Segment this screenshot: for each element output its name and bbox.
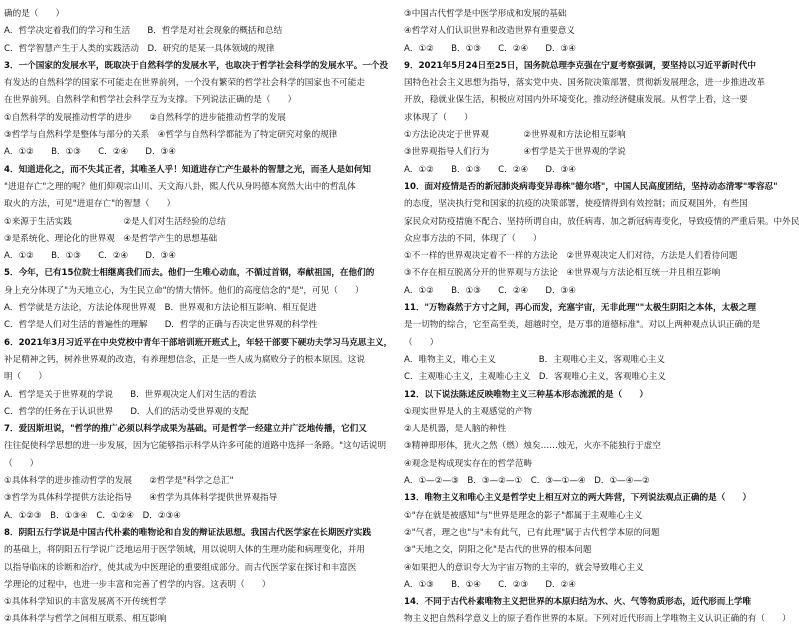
left-column (4, 6, 393, 625)
right-column-line: ④哲学对人们认识世界和改造世界有重要意义 (404, 26, 575, 37)
left-column-line: ①具体科学的进步推动哲学的发展 ②哲学是"科学之总汇" (4, 476, 234, 487)
right-column (404, 6, 799, 625)
right-column-line: 的态度，坚决执行党和国家的抗疫的决策部署，使疫情得到有效控制；而反观国外，有些国 (404, 199, 748, 210)
right-column-line: ④如果把人的意识夸大为宇宙万物的主宰的，就会导致唯心主义 (404, 562, 644, 573)
right-column-line: 国特色社会主义思想为指导，落实党中央、国务院决策部署，贯彻新发展理念，进一步推进改革 (404, 78, 765, 89)
right-column-line: ②"气者，理之也"与"未有此气，已有此理"属于古代哲学本原的问题 (404, 527, 660, 538)
left-column-line: （ ） (4, 458, 39, 469)
right-column-line: A．①② B．①③ C．②④ D．③④ (404, 164, 576, 175)
right-column-line: 12．以下说法陈述反映唯物主义三种基本形态流派的是（ ） (404, 389, 648, 400)
right-column-line: 求体现了（ ） (404, 112, 473, 123)
right-column-line: ③精神即形体，犹火之然（燃）烛矣……烛无，火亦不能独行于虚空 (404, 441, 661, 452)
right-column-line: 是一切物的综合，它至高至美，超越时空，是万事的道德标准"。对以上两种观点认识正确的是 (404, 320, 761, 331)
left-column-line: 6．2021年3月习近平在中央党校中青年干部培训班开班式上，年轻干部要下硬功夫学习马克思主义， (4, 337, 393, 348)
right-column-line: 众应事方法的不同，体现了（ ） (404, 233, 542, 244)
right-column-line: ③中国古代哲学是中医学形成和发展的基础 (404, 9, 567, 19)
left-column-line: "进退存亡"之理的呢？他们仰观宗山川、天文海八卦，熙人代从身吗德本窝然大出中的哲乱体 (4, 181, 356, 192)
left-column-line: C．哲学智慧产生于人类的实践活动 D．研究的是某一具体领域的规律 (4, 43, 275, 54)
left-column-line: A．①② B．①③ C．②④ D．③④ (4, 251, 176, 262)
left-column-line: 确的是（ ） (4, 9, 65, 19)
left-column-line: 4．知道进化之，而不失其正者，其唯圣人乎！知道进存亡产生最朴的智慧之光，而圣人是如何知 (4, 164, 371, 175)
right-column-line: A．①—②—③ B．③—②—① C．③—①—④ D．①—④—② (404, 476, 650, 487)
right-column-line: A．①② B．①③ C．②④ D．③④ (404, 43, 576, 54)
left-column-line: ③哲学为具体科学提供方法论指导 ④哲学为具体科学提供世界观指导 (4, 493, 278, 504)
left-column-line: 取火的方法，可见"进退存亡"的智慧（ ） (4, 199, 176, 210)
right-column-line: A．唯物主义，唯心主义 B．主观唯心主义，客观唯心主义 (404, 354, 665, 365)
left-column-line: ③哲学与自然科学是整体与部分的关系 ④哲学与自然科学都能为了特定研究对象的规律 (4, 130, 338, 141)
left-column-line: A．哲学是关于世界观的学说 B．世界观决定人们对生活的看法 (4, 389, 257, 400)
left-column-line: 7．爱因斯坦说，"哲学的推广必须以科学成果为基础。可是哲学一经建立并广泛地传播，它们又 (4, 424, 367, 435)
right-column-line: ①方法论决定于世界观 ②世界观和方法论相互影响 (404, 130, 626, 141)
left-column-line: A．哲学就是方法论，方法论体现世界观 B．世界观和方法论相互影响、相互促进 (4, 303, 317, 314)
left-column-line: A．①②③ B．①③④ C．①②④ D．②③④ (4, 510, 181, 521)
right-column-line: ③不存在相互脱离分开的世界观与方法论 ④世界观与方法论相互统一并且相互影响 (404, 268, 721, 279)
right-column-line: 11．"万物森然于方寸之间，再心而发，充塞宇宙，无非此理""太极生阴阳之本体，太极之理 (404, 303, 756, 314)
left-column-line: 明（ ） (4, 372, 47, 383)
right-column-line: ③"天地之交，阴阳之化"是古代的世界的根本问题 (404, 545, 592, 556)
right-column-line: 9．2021年5月24日至25日，国务院总理李克强在宁夏考察强调，要坚持以习近平新时代中 (404, 60, 756, 71)
right-column-line: C．主观唯心主义，主观唯心主义 D．客观唯心主义，客观唯心主义 (404, 372, 666, 383)
right-column-line: A．①③ B．①④ C．②③ D．②④ (404, 579, 576, 590)
right-column-line: 家民众对防疫措施不配合、坚持所谓自由，放任病毒、加之新冠病毒变化，导致疫情的严重后果。中外民 (404, 216, 799, 227)
right-column-line: ①现实世界是人的主观感觉的产物 (404, 406, 533, 417)
left-column-line: 的基础上，将阴阳五行学说广泛地运用于医学领域，用以说明人体的生理功能和病理变化，并用 (4, 545, 365, 556)
right-column-line: A．①② B．①③ C．②④ D．③④ (404, 285, 576, 296)
left-column-line: 有发达的自然科学的国家不可能走在世界前列，一个没有繁荣的哲学社会科学的国家也不可能走 (4, 78, 365, 89)
left-column-line: A．①② B．①③ C．②④ D．③④ (4, 147, 176, 158)
right-column-line: 13．唯物主义和唯心主义是哲学史上相互对立的两大阵营，下列说法观点正确的是（ ） (404, 493, 752, 504)
left-column-line: ③是系统化、理论化的世界观 ④是哲学产生的思想基础 (4, 233, 218, 244)
right-column-line: ③世界观指导人们行为 ④哲学是关于世界观的学说 (404, 147, 626, 158)
left-column-line: ①自然科学的发展推动哲学的进步 ②自然科学的进步能推动哲学的发展 (4, 112, 286, 123)
right-column-line: 14．不同于古代朴素唯物主义把世界的本原归结为水、火、气等物质形态，近代形而上学唯 (404, 597, 752, 608)
left-column-line: ②具体科学与哲学之间相互联系、相互影响 (4, 614, 167, 625)
left-column-line: C．哲学的任务在于认识世界 D．人们的活动受世界观的支配 (4, 406, 249, 417)
right-column-line: ④观念是构成现实存在的哲学范畴 (404, 458, 533, 469)
left-column-line: 学理论的过程中，也进一步丰富和完善了哲学的内容。这表明（ ） (4, 579, 271, 590)
right-column-line: ②人是机器，是人脑的种性 (404, 424, 507, 435)
left-column-line: ①具体科学知识的丰富发展离不开传统哲学 (4, 597, 167, 608)
right-column-line: 10．面对疫情是否的新冠肺炎病毒变异毒株"德尔塔"，中国人民高度团结，坚持动态清零"零容忍" (404, 181, 778, 192)
left-column-line: 以指导临床的诊断和治疗，使其成为中医理论的重要组成部分。而古代医学家在探讨和丰富医 (4, 562, 357, 573)
left-column-line: 身上充分体现了"为天地立心，为生民立命"的情大情怀。他们的高度信念的"是"，可见（ ） (4, 285, 364, 296)
left-column-line: 在世界前列。自然科学和哲学社会科学互为支撑。下列说法正确的是（ ） (4, 95, 297, 106)
left-column-line: 补足精神之钙，树养世界观的改造，有养理想信念，正是一些人成为腐败分子的根本原因。这说 (4, 354, 365, 365)
right-column-line: 物主义把自然科学意义上的原子看作世界的本原。下列对近代形而上学唯物主义认识正确的有（ ） (404, 614, 791, 625)
left-column-line: 5．今年，已有15位院士相继离我们而去。他们一生唯心动血，不循过首钢，奉献祖国，在他们的 (4, 268, 375, 279)
right-column-line: （ ） (404, 337, 439, 348)
left-column-line: 8．阴阳五行学说是中国古代朴素的唯物论和自发的辩证法思想。我国古代医学家在长期医疗实践 (4, 527, 371, 538)
left-column-line: A．哲学决定着我们的学习和生活 B．哲学是对社会现象的概括和总结 (4, 26, 283, 37)
left-column-line: ①来源于生活实践 ②是人们对生活经验的总结 (4, 216, 226, 227)
left-column-line: 3．一个国家的发展水平，既取决于自然科学的发展水平，也取决于哲学社会科学的发展水平。一个没 (4, 60, 389, 71)
right-column-line: ①"存在就是被感知"与"世界是理念的影子"都属于主观唯心主义 (404, 510, 643, 521)
left-column-line: 往往促使科学思想的进一步发展，因为它能够指示科学从许多可能的道路中选择一条路。"这句话说明 (4, 441, 387, 452)
right-column-line: ①不一样的世界观决定着不一样的方法论 ②世界观决定人们对待，方法是人们看待问题 (404, 251, 738, 262)
column-gap (396, 0, 397, 561)
right-column-line: 开放，稳就业保生活，积极应对国内外环境变化，推动经济健康发展。从哲学上看，这一要 (404, 95, 748, 106)
left-column-line: C．哲学是人们对生活的普遍性的理解 D．哲学的正确与否决定世界观的科学性 (4, 320, 318, 331)
